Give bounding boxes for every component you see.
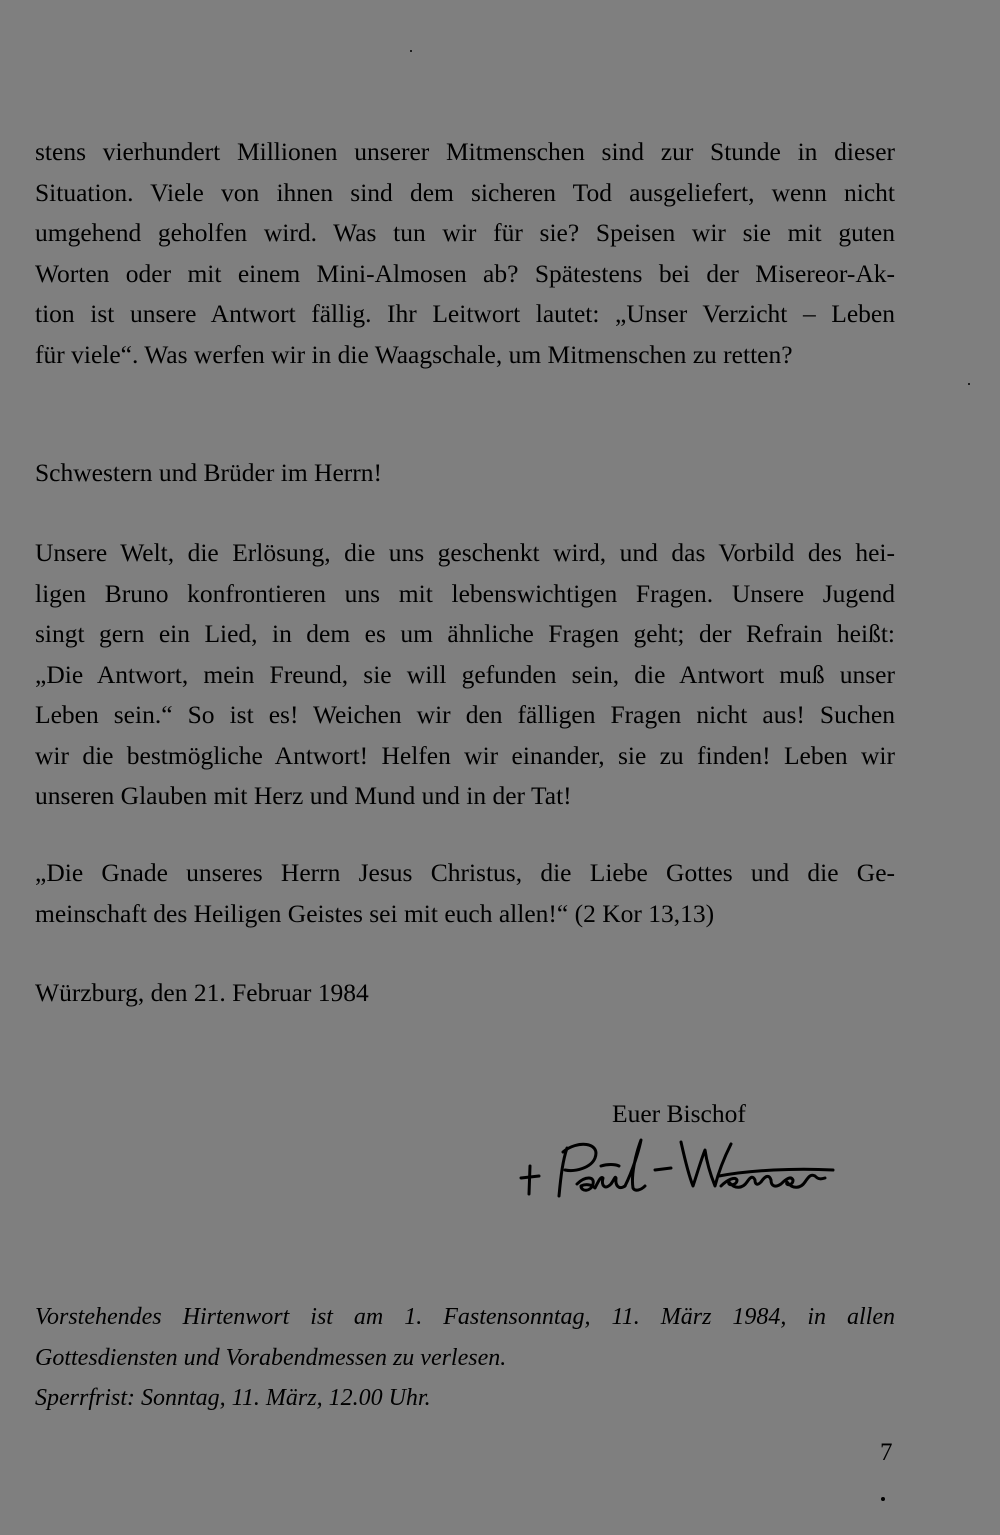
text-line: wir die bestmögliche Antwort! Helfen wir einander, sie zu finden! Leben wir <box>35 740 895 770</box>
dateline: Würzburg, den 21. Februar 1984 <box>35 978 369 1007</box>
text-line: für viele“. Was werfen wir in die Waagschale, um Mitmenschen zu retten? <box>35 339 793 369</box>
body-paragraph-1 <box>35 132 895 375</box>
text-line: tion ist unsere Antwort fällig. Ihr Leitwort lautet: „Unser Verzicht – Leben <box>35 299 895 328</box>
note-line: Sperrfrist: Sonntag, 11. März, 12.00 Uhr. <box>35 1385 431 1411</box>
text-line: „Die Gnade unseres Herrn Jesus Christus, die Liebe Gottes und die Ge- <box>35 858 895 887</box>
scan-speck <box>881 1497 885 1501</box>
scan-speck <box>968 383 970 385</box>
handwritten-signature <box>515 1130 855 1210</box>
text-line: Unsere Welt, die Erlösung, die uns geschenkt wird, und das Vorbild des hei- <box>35 538 895 567</box>
note-line: Vorstehendes Hirtenwort ist am 1. Fastensonntag, 11. März 1984, in allen <box>35 1304 895 1330</box>
blessing-quote <box>35 853 895 934</box>
note-line: Gottesdiensten und Vorabendmessen zu verlesen. <box>35 1344 507 1371</box>
text-line: Situation. Viele von ihnen sind dem sicheren Tod ausgeliefert, wenn nicht <box>35 177 895 207</box>
text-line: Worten oder mit einem Mini-Almosen ab? Spätestens bei der Misereor-Ak- <box>35 258 895 288</box>
text-line: meinschaft des Heiligen Geistes sei mit euch allen!“ (2 Kor 13,13) <box>35 898 715 928</box>
text-line: stens vierhundert Millionen unserer Mitmenschen sind zur Stunde in dieser <box>35 137 895 166</box>
page-number: 7 <box>880 1439 893 1466</box>
text-line: ligen Bruno konfrontieren uns mit lebenswichtigen Fragen. Unsere Jugend <box>35 578 895 608</box>
text-line: umgehend geholfen wird. Was tun wir für sie? Speisen wir sie mit guten <box>35 218 895 247</box>
closing-phrase: Euer Bischof <box>612 1099 746 1128</box>
text-line: „Die Antwort, mein Freund, sie will gefunden sein, die Antwort muß unser <box>35 659 895 689</box>
body-paragraph-2 <box>35 533 895 817</box>
salutation: Schwestern und Brüder im Herrn! <box>35 458 382 487</box>
text-line: singt gern ein Lied, in dem es um ähnliche Fragen geht; der Refrain heißt: <box>35 619 895 648</box>
text-line: Leben sein.“ So ist es! Weichen wir den fälligen Fragen nicht aus! Suchen <box>35 700 895 729</box>
scan-speck <box>410 50 412 52</box>
reading-instructions <box>35 1297 895 1419</box>
text-line: unseren Glauben mit Herz und Mund und in der Tat! <box>35 781 572 810</box>
